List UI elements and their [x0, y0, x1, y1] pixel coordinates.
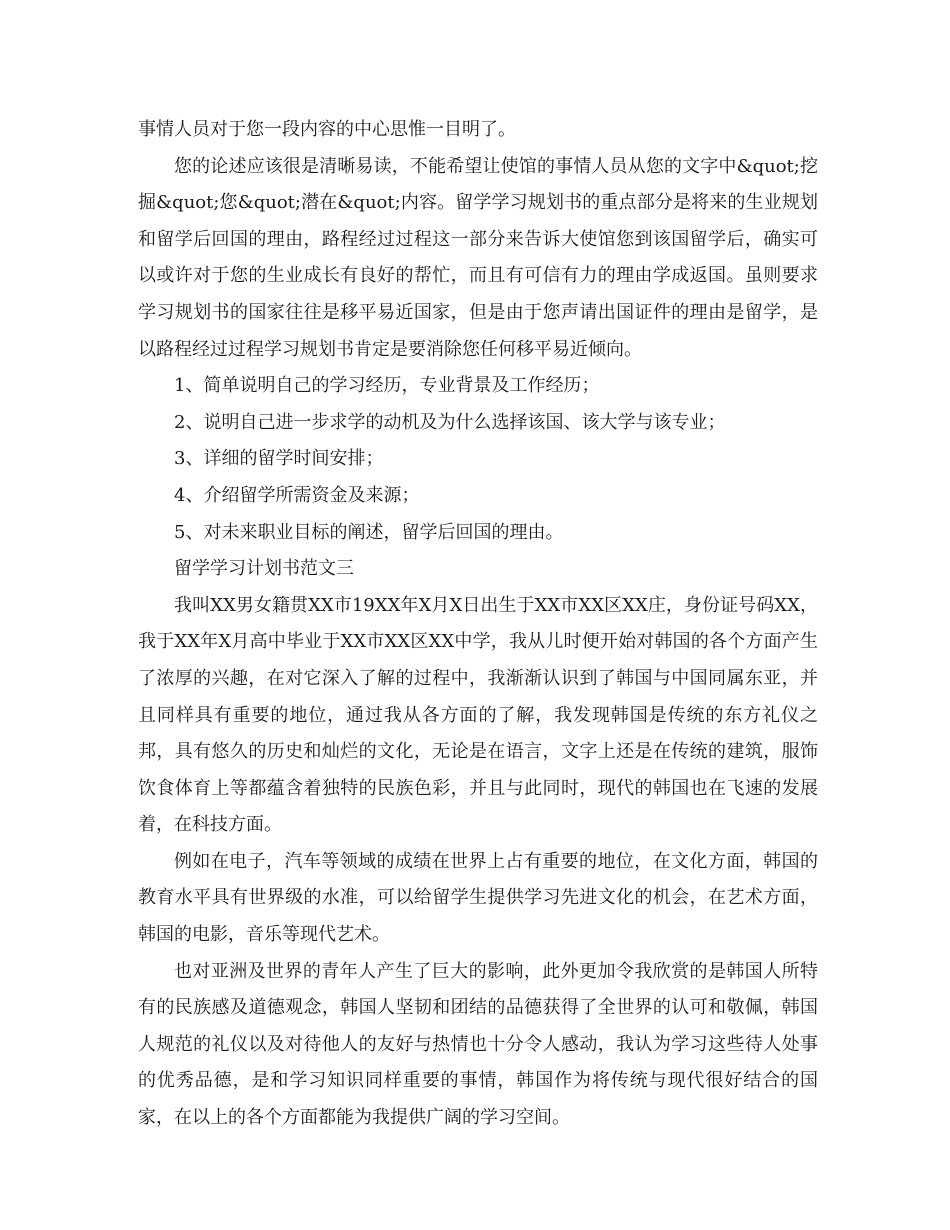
document-body	[138, 112, 818, 1137]
list-item-3: 3、详细的留学时间安排；	[174, 448, 384, 470]
list-item-1: 1、简单说明自己的学习经历，专业背景及工作经历；	[174, 375, 600, 397]
list-item-2: 2、说明自己进一步求学的动机及为什么选择该国、该大学与该专业；	[174, 411, 726, 433]
section-heading: 留学学习计划书范文三	[174, 558, 354, 580]
paragraph-2: 您的论述应该很是清晰易读，不能希望让使馆的事情人员从您的文字中&quot;挖掘&quot;您&quot;潜在&quot;内容。留学学习规划书的重点部分是将来的生业规划和留学后回国的理由，路程经过过程这一部分来告诉大使馆您到该国留学后，确实可以或许对于您的生业成长有良好的帮忙，而且有可信有力的理由学成返国。虽则要求学习规划书的国家往往是移平易近国家，但是由于您声请出国证件的理由是留学，是以路程经过过程学习规划书肯定是要消除您任何移平易近倾向。	[138, 155, 818, 360]
paragraph-5: 也对亚洲及世界的青年人产生了巨大的影响，此外更加令我欣赏的是韩国人所特有的民族感及道德观念，韩国人坚韧和团结的品德获得了全世界的认可和敬佩，韩国人规范的礼仪以及对待他人的友好与热情也十分令人感动，我认为学习这些待人处事的优秀品德，是和学习知识同样重要的事情，韩国作为将传统与现代很好结合的国家，在以上的各个方面都能为我提供广阔的学习空间。	[138, 960, 818, 1129]
list-item-4: 4、介绍留学所需资金及来源；	[174, 484, 420, 506]
paragraph-3: 我叫XX男女籍贯XX市19XX年X月X日出生于XX市XX区XX庄，身份证号码XX，我于XX年X月高中毕业于XX市XX区XX中学，我从儿时便开始对韩国的各个方面产生了浓厚的兴趣，在对它深入了解的过程中，我渐渐认识到了韩国与中国同属东亚，并且同样具有重要的地位，通过我从各方面的了解，我发现韩国是传统的东方礼仪之邦，具有悠久的历史和灿烂的文化，无论是在语言，文字上还是在传统的建筑，服饰饮食体育上等都蕴含着独特的民族色彩，并且与此同时，现代的韩国也在飞速的发展着，在科技方面。	[138, 594, 818, 836]
paragraph-1: 事情人员对于您一段内容的中心思惟一目明了。	[138, 119, 516, 140]
list-item-5: 5、对未来职业目标的阐述，留学后回国的理由。	[174, 521, 564, 543]
paragraph-4: 例如在电子，汽车等领域的成绩在世界上占有重要的地位，在文化方面，韩国的教育水平具有世界级的水准，可以给留学生提供学习先进文化的机会，在艺术方面，韩国的电影，音乐等现代艺术。	[138, 850, 818, 946]
